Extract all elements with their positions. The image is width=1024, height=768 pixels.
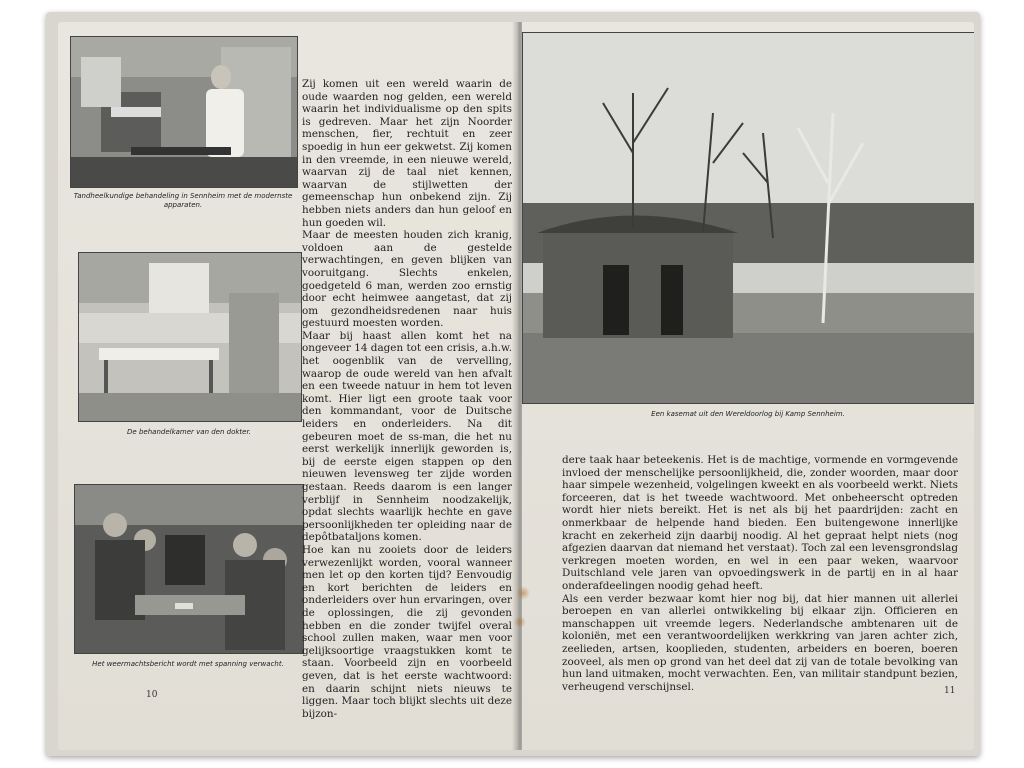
photo-caption-dentist: Tandheelkundige behandeling in Sennheim met de modernste apparaten.	[73, 192, 293, 209]
right-body-text: dere taak haar beteekenis. Het is de machtige, vormende en vormgevende invloed der menschelijke persoonlijkheid, die, zonder woorden, maar door haar simpele wezenheid, volgelingen kweekt en als voorbeeld werkt. Niets forceeren, dat is het tweede wachtwoord. Met onbeheerscht optreden wordt hier niets bereikt. Het is net als bij het paardrijden: zacht en onmerkbaar de helpende hand bieden. Een buitengewone innerlijke kracht en zekerheid zijn daarbij noodig. Al het gepraat helpt niets (nog afgezien daarvan dat niemand het verstaat). Toch zal een levensgrondslag verkregen moeten worden, en wel in een paar weken, waarvoor Duitschland vele jaren van opvoedingswerk in de partij en in al haar onderafdeelingen noodig gehad heeft. Als een verder bezwaar komt hier nog bij, dat hier mannen uit allerlei beroepen en van allerlei ontwikkeling bij elkaar zijn. Officieren en manschappen uit vreemde legers. Nederlandsche ambtenaren uit de koloniën, met een verantwoordelijken werkkring van jaren achter zich, zeelieden, artsen, kooplieden, studenten, arbeiders en boeren, boeren zooveel, als men op grond van het deel dat zij van de totale bevolking van hun land uitmaken, mocht verwachten. Een, van militair standpunt bezien, verheugend verschijnsel.	[562, 454, 958, 693]
dentist-photo	[70, 36, 298, 188]
open-booklet	[46, 12, 980, 756]
page-number-right: 11	[944, 686, 956, 696]
left-column-text: Zij komen uit een wereld waarin de oude waarden nog gelden, een wereld waarin het individualisme op den spits is gedreven. Maar het zijn Noorder menschen, fier, rechtuit en zeer spoedig in hun eer gekwetst. Zij komen in den vreemde, in een nieuwe wereld, waarvan zij de taal niet kennen, waarvan de stijlwetten der gemeenschap hun onbekend zijn. Zij hebben niets anders dan hun geloof en hun goeden wil. Maar de meesten houden zich kranig, voldoen aan de gestelde verwachtingen, en geven blijken van vooruitgang. Slechts enkelen, goedgeteld 6 man, werden zoo ernstig door echt heimwee aangetast, dat zij om gezondheidsredenen naar huis gestuurd moesten worden. Maar bij haast allen komt het na ongeveer 14 dagen tot een crisis, a.h.w. het oogenblik van de vervelling, waarop de oude wereld van hen afvalt en een tweede natuur in hem tot leven komt. Hier ligt een groote taak voor den kommandant, voor de Duitsche leiders en onderleiders. Na dit gebeuren moet de ss-man, die het nu eerst werkelijk innerlijk geworden is, bij de eerste eigen stappen op den nieuwen levensweg ter zijde worden gestaan. Reeds daarom is een langer verblijf in Sennheim noodzakelijk, opdat slechts waarlijk hechte en gave persoonlijkheden ter opleiding naar de depôtbataljons komen. Hoe kan nu zooiets door de leiders verwezenlijkt worden, vooral wanneer men let op den korten tijd? Eenvoudig en kort berichten de leiders en onderleiders over hun ervaringen, over de oplossingen, die zij gevonden hebben en die zonder twijfel overal school zullen maken, waar men voor gelijksoortige vraagstukken komt te staan. Voorbeeld zijn en voorbeeld geven, dat is het eerste wachtwoord: en daarin schijnt niets nieuws te liggen. Maar toch blijkt slechts uit deze bijzon-	[302, 78, 512, 720]
casemate-photo	[522, 32, 974, 404]
radio-soldiers-photo	[74, 484, 304, 654]
page-number-left: 10	[146, 690, 158, 700]
photo-caption-casemate: Een kasemat uit den Wereldoorlog bij Kamp Sennheim.	[651, 410, 845, 418]
right-page	[522, 22, 974, 750]
rust-stain	[514, 616, 526, 628]
doctor-room-photo	[78, 252, 302, 422]
photo-caption-doctor: De behandelkamer van den dokter.	[127, 428, 251, 436]
rust-stain	[516, 586, 530, 600]
left-page	[58, 22, 518, 750]
photo-caption-radio: Het weermachtsbericht wordt met spanning verwacht.	[92, 660, 284, 668]
